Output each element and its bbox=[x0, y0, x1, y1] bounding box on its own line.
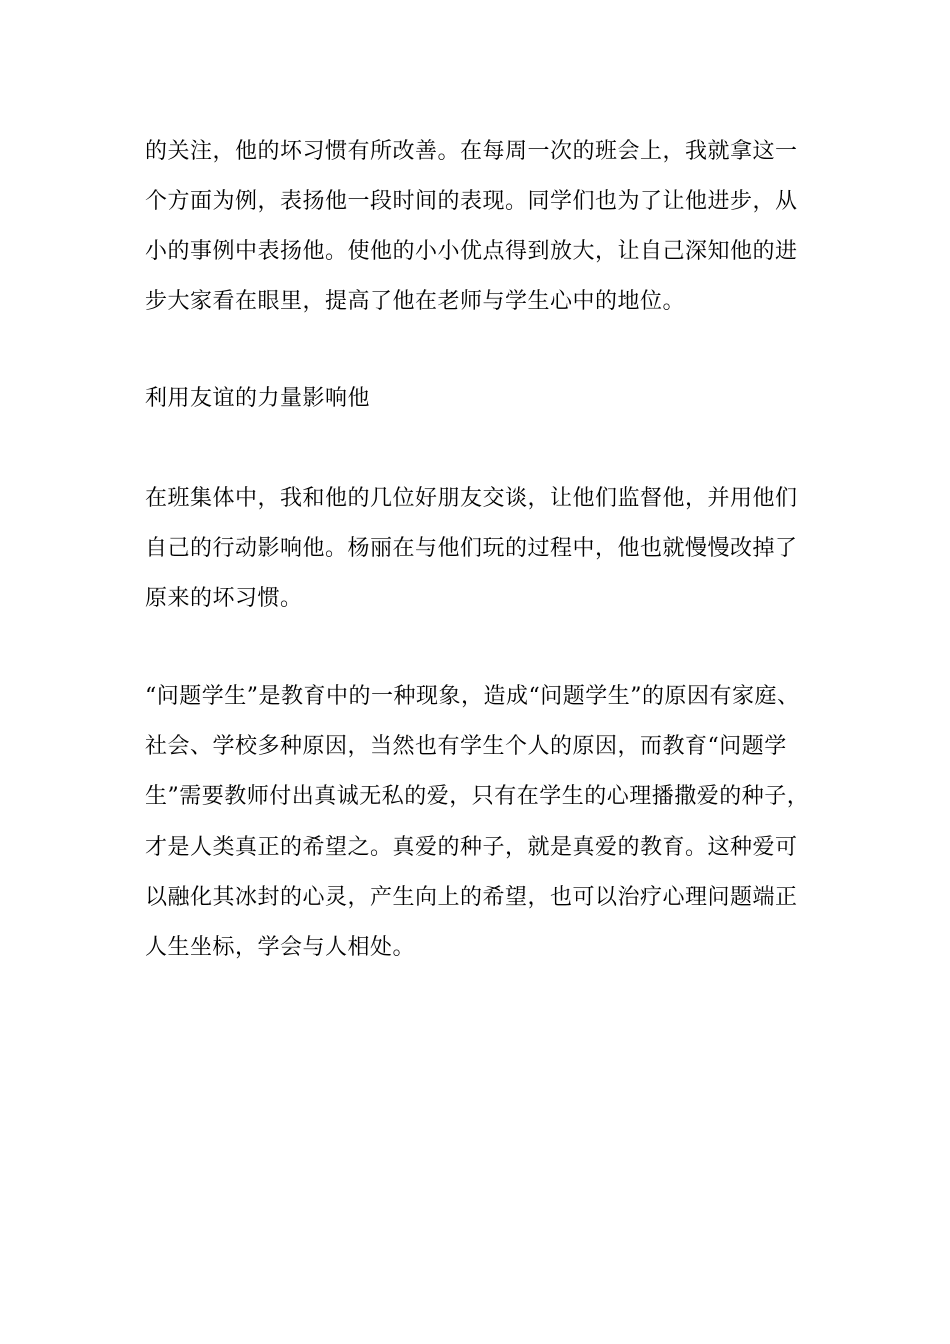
paragraph-1-line-4: 步大家看在眼里，提高了他在老师与学生心中的地位。 bbox=[145, 289, 686, 314]
paragraph-1-line-2: 个方面为例，表扬他一段时间的表现。同学们也为了让他进步，从 bbox=[145, 189, 798, 214]
paragraph-3-line-5: 以融化其冰封的心灵，产生向上的希望，也可以治疗心理问题端正 bbox=[145, 885, 798, 910]
paragraph-3-line-1: “问题学生”是教育中的一种现象，造成“问题学生”的原因有家庭、 bbox=[145, 684, 800, 709]
paragraph-2-line-2: 自己的行动影响他。杨丽在与他们玩的过程中，他也就慢慢改掉了 bbox=[145, 536, 798, 561]
paragraph-3-line-6: 人生坐标，学会与人相处。 bbox=[145, 935, 416, 960]
paragraph-3-line-4: 才是人类真正的希望之。真爱的种子，就是真爱的教育。这种爱可 bbox=[145, 835, 798, 860]
paragraph-3-line-2: 社会、学校多种原因，当然也有学生个人的原因，而教育“问题学 bbox=[145, 734, 787, 759]
paragraph-2-line-3: 原来的坏习惯。 bbox=[145, 586, 303, 611]
paragraph-2-line-1: 在班集体中，我和他的几位好朋友交谈，让他们监督他，并用他们 bbox=[145, 486, 798, 511]
paragraph-1-line-1: 的关注，他的坏习惯有所改善。在每周一次的班会上，我就拿这一 bbox=[145, 139, 798, 164]
paragraph-3-line-3: 生”需要教师付出真诚无私的爱，只有在学生的心理播撒爱的种子， bbox=[145, 784, 810, 809]
section-heading: 利用友谊的力量影响他 bbox=[145, 386, 371, 411]
paragraph-1-line-3: 小的事例中表扬他。使他的小小优点得到放大，让自己深知他的进 bbox=[145, 239, 798, 264]
